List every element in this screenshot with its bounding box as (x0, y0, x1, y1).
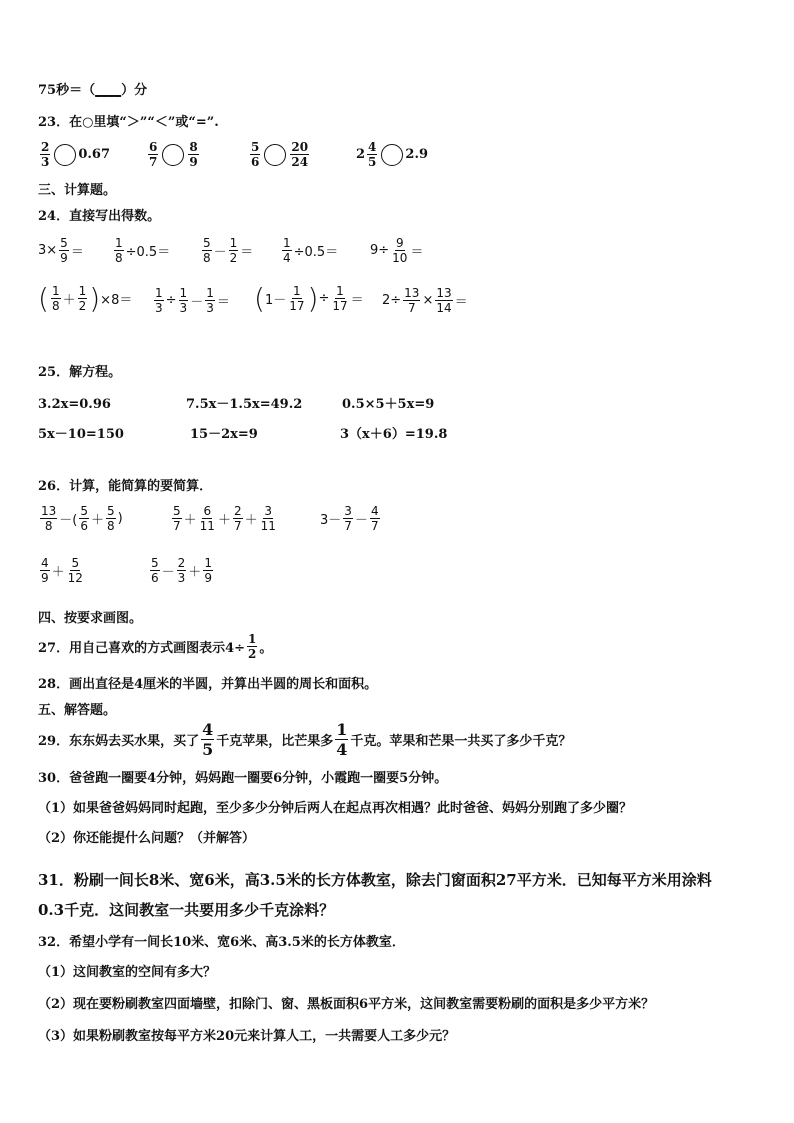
q26-expr-5: $\frac{5}{6}$ － $\frac{2}{3}$ ＋ $\frac{1}{9}$ (151, 556, 212, 585)
q25-eq-3: 0.5×5＋5x=9 (342, 397, 435, 412)
compare-circle[interactable] (264, 144, 286, 166)
q22-rhs: ）分 (121, 83, 148, 98)
compare-circle[interactable] (381, 144, 403, 166)
q32-part-1: （1）这间教室的空间有多大？ (38, 965, 217, 980)
q23-item-2: $\frac{6}{7}$ $\frac{8}{9}$ (149, 140, 198, 169)
q24-expr-3: $\frac{5}{8}$ － $\frac{1}{2}$ ＝ (203, 236, 254, 265)
q24-title: 24．直接写出得数。 (38, 209, 161, 224)
compare-circle[interactable] (54, 144, 76, 166)
q26-expr-1: $\frac{13}{8}$ －( $\frac{5}{6}$ ＋ $\frac{5}{8}$ ) (41, 504, 123, 533)
q25-eq-4: 5x－10=150 (38, 427, 124, 442)
q22-line (38, 82, 147, 100)
q32-part-3: （3）如果粉刷教室按每平方米20元来计算人工，一共需要人工多少元？ (38, 1029, 456, 1044)
q23-item-4: 2 $\frac{4}{5}$ 2.9 (356, 140, 429, 169)
q29-line: 29．东东妈去买水果，买了 $\frac{4}{5}$ 千克苹果，比芒果多 $\frac{1}{4}$ 千克。苹果和芒果一共买了多少千克？ (38, 720, 572, 759)
q23-item-1: $\frac{2}{3}$ 0.67 (41, 140, 111, 169)
q30-title: 30．爸爸跑一圈要4分钟，妈妈跑一圈要6分钟，小霞跑一圈要5分钟。 (38, 771, 448, 786)
q25-eq-1: 3.2x=0.96 (38, 397, 111, 412)
q22-blank: ____ (95, 83, 122, 98)
q24-expr-1: 3× $\frac{5}{9}$ ＝ (38, 236, 84, 265)
q22-lhs: 75秒＝（ (38, 83, 96, 98)
q24-expr-4: $\frac{1}{4}$ ÷0.5＝ (283, 236, 339, 265)
q26-expr-4: $\frac{4}{9}$ ＋ $\frac{5}{12}$ (41, 556, 83, 585)
q24-expr-7: $\frac{1}{3}$ ÷ $\frac{1}{3}$ － $\frac{1}{3}$ ＝ (155, 286, 230, 315)
q26-title: 26．计算，能简算的要简算． (38, 479, 213, 494)
q26-expr-3: 3－ $\frac{3}{7}$ － $\frac{4}{7}$ (320, 504, 379, 533)
section-4-heading: 四、按要求画图。 (38, 611, 143, 626)
q28-line: 28．画出直径是4厘米的半圆，并算出半圆的周长和面积。 (38, 677, 378, 692)
q24-expr-8: ( 1－ $\frac{1}{17}$ ) ÷ $\frac{1}{17}$ ＝ (254, 281, 364, 315)
q23-title: 23．在○里填“＞”“＜”或“=”. (38, 115, 219, 130)
section-3-heading: 三、计算题。 (38, 183, 117, 198)
compare-circle[interactable] (162, 144, 184, 166)
section-5-heading: 五、解答题。 (38, 703, 117, 718)
q25-eq-6: 3（x＋6）=19.8 (340, 427, 448, 442)
q25-title: 25．解方程。 (38, 365, 122, 380)
q24-expr-2: $\frac{1}{8}$ ÷0.5＝ (115, 236, 171, 265)
q31-line-2: 0.3千克．这间教室一共要用多少千克涂料？ (38, 901, 335, 919)
q32-title: 32．希望小学有一间长10米、宽6米、高3.5米的长方体教室． (38, 935, 405, 950)
q25-eq-5: 15－2x=9 (190, 427, 258, 442)
q26-expr-2: $\frac{5}{7}$ ＋ $\frac{6}{11}$ ＋ $\frac{2}{7}$ ＋ $\frac{3}{11}$ (173, 504, 276, 533)
q30-part-1: （1）如果爸爸妈妈同时起跑，至少多少分钟后两人在起点再次相遇？此时爸爸、妈妈分别跑了多少圈？ (38, 801, 633, 816)
q24-expr-6: ( $\frac{1}{8}$ ＋ $\frac{1}{2}$ ) ×8＝ (38, 281, 133, 315)
q24-expr-5: 9÷ $\frac{9}{10}$ ＝ (370, 236, 424, 265)
q24-expr-9: 2÷ $\frac{13}{7}$ × $\frac{13}{14}$ ＝ (382, 286, 468, 315)
q31-line-1: 31．粉刷一间长8米、宽6米，高3.5米的长方体教室，除去门窗面积27平方米．已知每平方米用涂料 (38, 871, 712, 889)
q25-eq-2: 7.5x－1.5x=49.2 (186, 397, 303, 412)
q30-part-2: （2）你还能提什么问题？（并解答） (38, 831, 256, 846)
q27-line: 27．用自己喜欢的方式画图表示4÷ $\frac{1}{2}$ 。 (38, 632, 273, 661)
q32-part-2: （2）现在要粉刷教室四面墙壁，扣除门、窗、黑板面积6平方米，这间教室需要粉刷的面积是多少平方米？ (38, 997, 655, 1012)
q23-item-3: $\frac{5}{6}$ $\frac{20}{24}$ (251, 140, 309, 169)
